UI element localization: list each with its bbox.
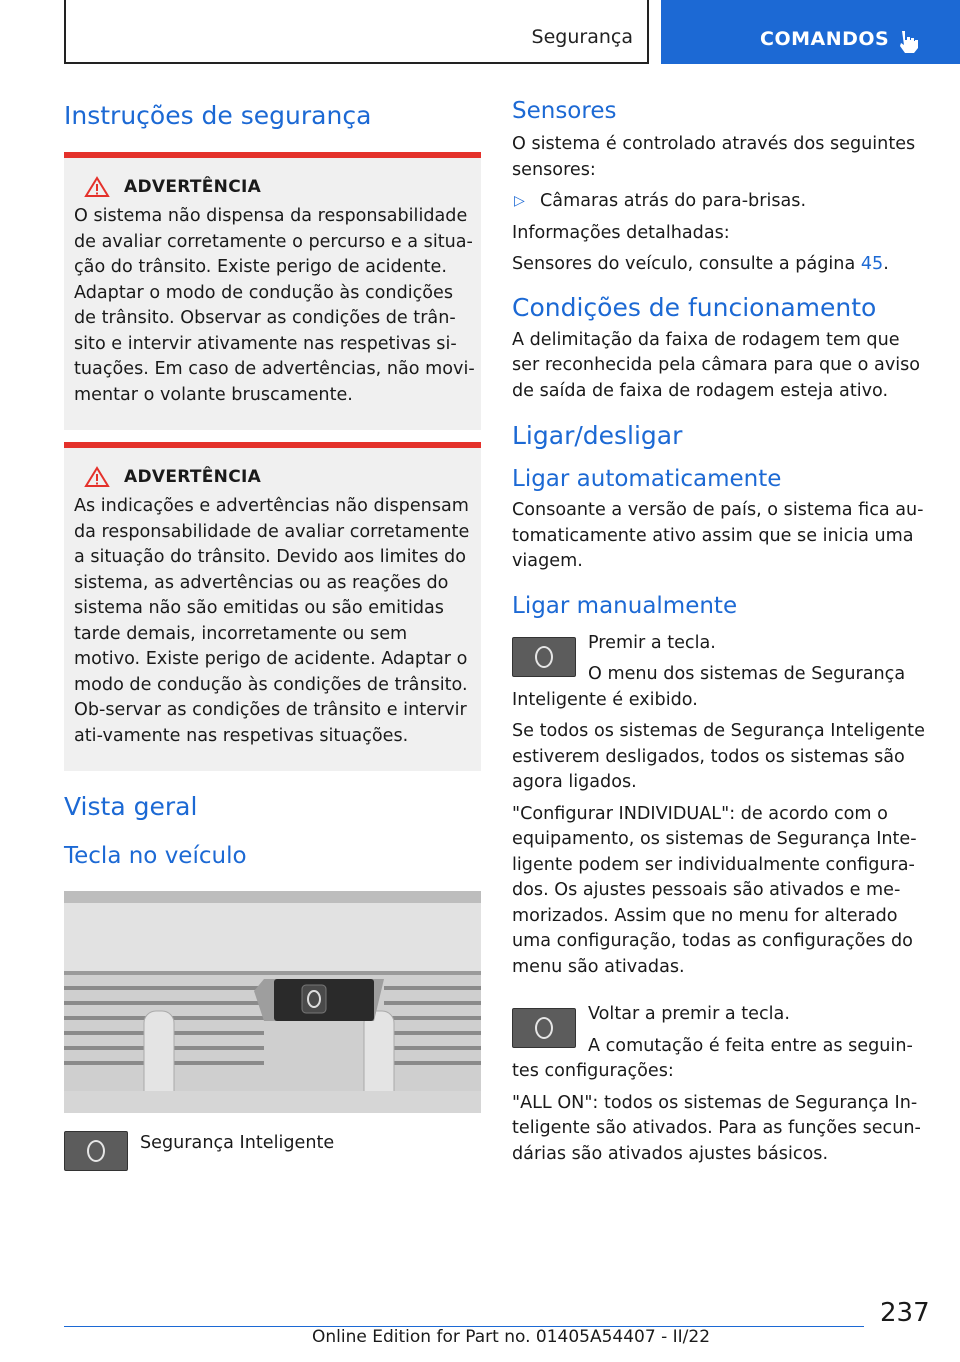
manual-para1: Se todos os sistemas de Segurança Inteligente estiverem desligados, todos os sistemas são agora ligados. <box>512 721 925 792</box>
conditions-title: Condições de funcionamento <box>512 292 877 322</box>
right-column <box>512 96 932 1167</box>
onoff-title: Ligar/desligar <box>512 421 683 450</box>
manual-step-1 <box>512 631 932 714</box>
footer-edition: Online Edition for Part no. 01405A54407 - II/22 <box>312 1327 711 1347</box>
button-caption: Segurança Inteligente <box>140 1133 335 1153</box>
warning-label: ADVERTÊNCIA <box>124 467 262 487</box>
intelligent-safety-button-icon <box>64 1131 128 1171</box>
details-text: Sensores do veículo, consulte a página 45. <box>512 254 889 274</box>
bullet-triangle-icon: ▷ <box>514 193 525 209</box>
manual-step2-result: A comutação é feita entre as seguin-tes configurações: <box>512 1035 913 1081</box>
hand-pointer-icon <box>897 28 921 54</box>
left-column <box>64 96 481 1171</box>
manual-step1-result: O menu dos sistemas de Segurança Inteligente é exibido. <box>512 664 906 710</box>
manual-title: Ligar manualmente <box>512 592 738 619</box>
warning-text: As indicações e advertências não dispensam da responsabilidade de avaliar corretamente a situação do trânsito. Devido aos limites do sistema, as advertências ou as reações do sistema não são emitidas ou são emitidas tarde demais, incorretamente ou sem motivo. Existe perigo de acidente. Adaptar o modo de condução às condições de trânsito. Ob-servar as condições de trânsito e intervir ati-vamente nas respetivas situações. <box>74 496 470 746</box>
page-number: 237 <box>880 1298 930 1328</box>
auto-title: Ligar automaticamente <box>512 466 782 492</box>
sensors-intro: O sistema é controlado através dos seguintes sensores: <box>512 134 916 180</box>
warning-label: ADVERTÊNCIA <box>124 177 262 197</box>
intelligent-safety-button-icon <box>512 1008 576 1048</box>
list-item-text: Câmaras atrás do para-brisas. <box>540 191 807 211</box>
page-link[interactable]: 45 <box>860 254 884 274</box>
dashboard-vents-illustration <box>64 891 481 1113</box>
header-chapter-title: COMANDOS <box>760 28 890 50</box>
warning-box-1 <box>64 152 481 430</box>
manual-step-2 <box>512 1002 932 1085</box>
header-section-box <box>64 0 649 64</box>
header-section-title: Segurança <box>531 26 633 48</box>
auto-text: Consoante a versão de país, o sistema fica au-tomaticamente ativo assim que se inicia uma viagem. <box>512 500 924 571</box>
button-caption-row <box>64 1131 481 1171</box>
overview-title: Vista geral <box>64 792 198 821</box>
manual-step2-text: Voltar a premir a tecla. <box>588 1004 790 1024</box>
warning-box-2 <box>64 442 481 771</box>
header-chapter-box <box>661 0 960 64</box>
sensors-title: Sensores <box>512 98 617 124</box>
list-item <box>512 189 932 215</box>
safety-instructions-title: Instruções de segurança <box>64 101 372 130</box>
vehicle-button-title: Tecla no veículo <box>64 843 247 869</box>
details-label: Informações detalhadas: <box>512 222 730 243</box>
warning-text: O sistema não dispensa da responsabilidade de avaliar corretamente o percurso e a situa-ção do trânsito. Existe perigo de acidente. Adaptar o modo de condução às condições de trânsito. Observar as condições de trân-sito e intervir ativamente nas respetivas si-tuações. Em caso de advertências, não movi-mentar o volante bruscamente. <box>74 206 475 405</box>
intelligent-safety-button-icon <box>512 637 576 677</box>
warning-triangle-icon <box>84 176 110 198</box>
manual-step1-text: Premir a tecla. <box>588 632 716 653</box>
dashboard-button-photo <box>64 891 481 1113</box>
conditions-text: A delimitação da faixa de rodagem tem que ser reconhecida pela câmara para que o aviso de saída de faixa de rodagem esteja ativo. <box>512 329 921 401</box>
manual-para2: "Configurar INDIVIDUAL": de acordo com o equipamento, os sistemas de Segurança Inte-ligente podem ser individualmente configura-dos. Os ajustes pessoais são ativados e me-morizados. Assim que no menu for alterado uma configuração, todas as configurações do menu são ativadas. <box>512 803 917 977</box>
manual-para3: "ALL ON": todos os sistemas de Segurança In-teligente são ativados. Para as funções secun-dárias são ativados ajustes básicos. <box>512 1092 921 1164</box>
warning-triangle-icon <box>84 466 110 488</box>
